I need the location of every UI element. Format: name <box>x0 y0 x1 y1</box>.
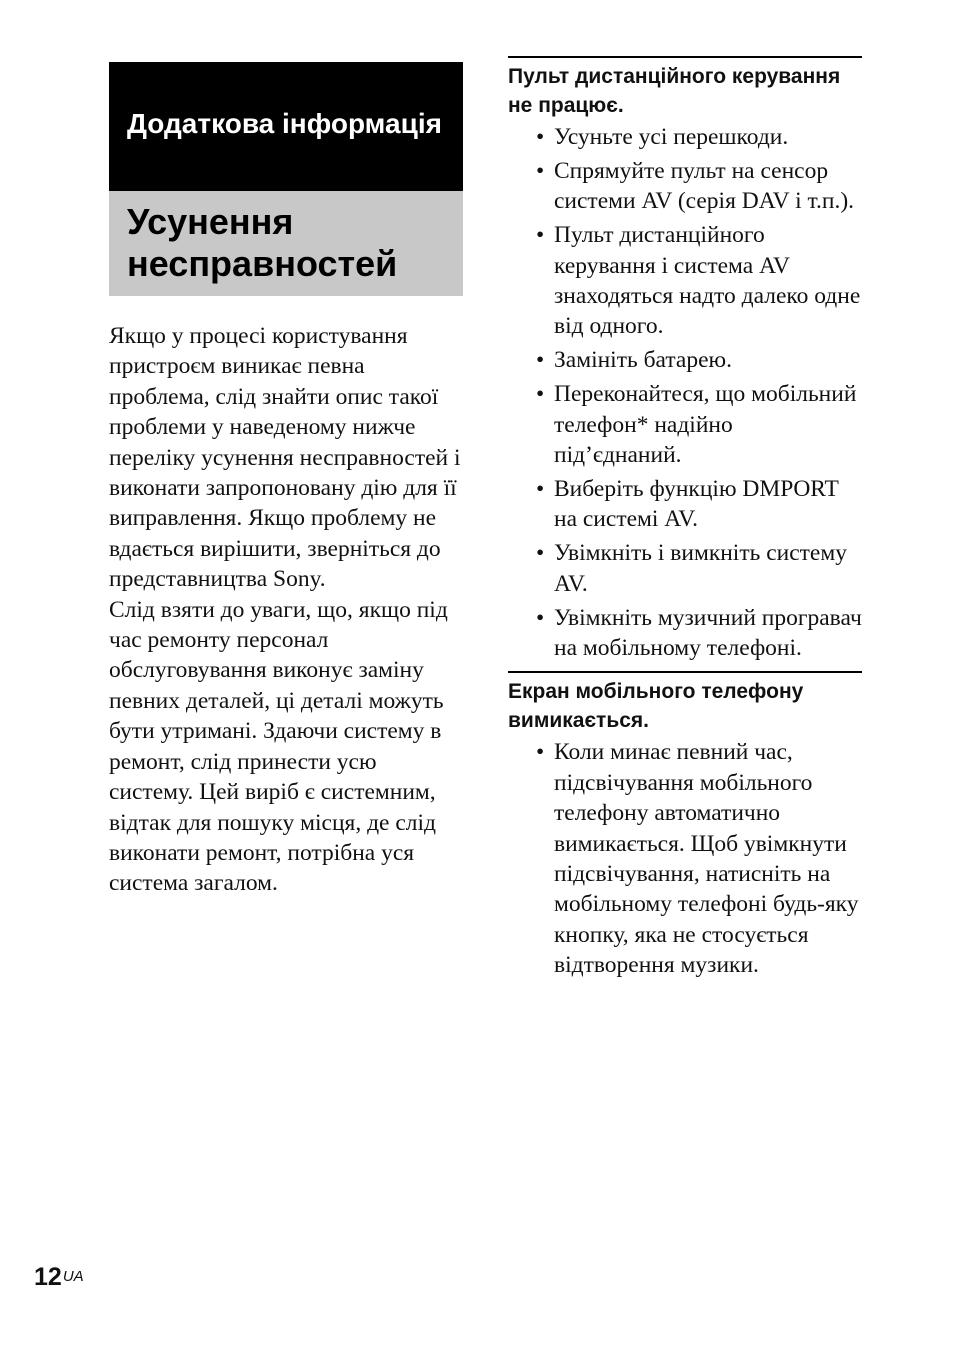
list-item-text: Виберіть функцію DMPORT на системі AV. <box>554 475 839 533</box>
right-column <box>508 56 862 984</box>
bullet-icon: • <box>536 475 545 502</box>
bullet-icon: • <box>536 347 545 374</box>
page-title: Усунення несправностей <box>109 191 463 296</box>
list-item <box>508 474 862 535</box>
bullet-icon: • <box>536 124 545 150</box>
page-number-value: 12 <box>34 1263 62 1291</box>
troubleshoot-heading: Пульт дистанційного керування не працює. <box>508 65 841 117</box>
list-item <box>508 122 862 152</box>
list-item <box>508 538 862 599</box>
bullet-icon: • <box>536 157 545 184</box>
solution-list <box>508 737 862 980</box>
list-item <box>508 737 862 980</box>
intro-paragraph: Слід взяти до уваги, що, якщо під час ремонту персонал обслуговування виконує заміну певних деталей, ці деталі можуть бути утримані. Здаючи систему в ремонт, слід принести усю систему. Цей виріб є системним, відтак для пошуку місця, де слід виконати ремонт, потрібна уся система загалом. <box>109 596 448 897</box>
list-item <box>508 345 862 375</box>
section-label: Додаткова інформація <box>109 62 463 191</box>
bullet-icon: • <box>536 739 545 766</box>
troubleshoot-section-screen <box>508 671 862 980</box>
left-column <box>109 62 463 899</box>
troubleshoot-heading: Екран мобільного телефону вимикається. <box>508 680 804 733</box>
intro-text <box>109 321 463 899</box>
bullet-icon: • <box>536 604 545 631</box>
bullet-icon: • <box>536 540 545 567</box>
list-item-text: Увімкніть музичний програвач на мобільному телефоні. <box>554 604 862 661</box>
list-item-text: Замініть батарею. <box>554 347 732 374</box>
list-item-text: Спрямуйте пульт на сенсор системи AV (серія DAV і т.п.). <box>554 157 855 215</box>
troubleshoot-section-remote <box>508 56 862 663</box>
list-item <box>508 156 862 217</box>
bullet-icon: • <box>536 381 545 408</box>
list-item <box>508 220 862 342</box>
list-item <box>508 603 862 664</box>
solution-list <box>508 122 862 663</box>
list-item-text: Коли минає певний час, підсвічування мобільного телефону автоматично вимикається. Щоб увімкнути підсвічування, натисніть на мобільному телефоні будь-яку кнопку, яка не стосується відтворення музики. <box>554 739 859 979</box>
page-number-suffix: UA <box>62 1268 84 1285</box>
list-item-text: Увімкніть і вимкніть систему AV. <box>554 540 847 597</box>
list-item-text: Усуньте усі перешкоди. <box>554 124 789 150</box>
intro-paragraph: Якщо у процесі користування пристроєм виникає певна проблема, слід знайти опис такої проблеми у наведеному нижче переліку усунення несправностей і виконати запропоновану дію для її виправлення. Якщо проблему не вдається вирішити, зверніться до представництва Sony. <box>109 323 461 593</box>
list-item-text: Пульт дистанційного керування і система AV знаходяться надто далеко одне від одного. <box>554 222 861 340</box>
list-item-text: Переконайтеся, що мобільний телефон* надійно під’єднаний. <box>554 381 857 469</box>
list-item <box>508 379 862 470</box>
bullet-icon: • <box>536 222 545 249</box>
page-number <box>34 1262 84 1292</box>
